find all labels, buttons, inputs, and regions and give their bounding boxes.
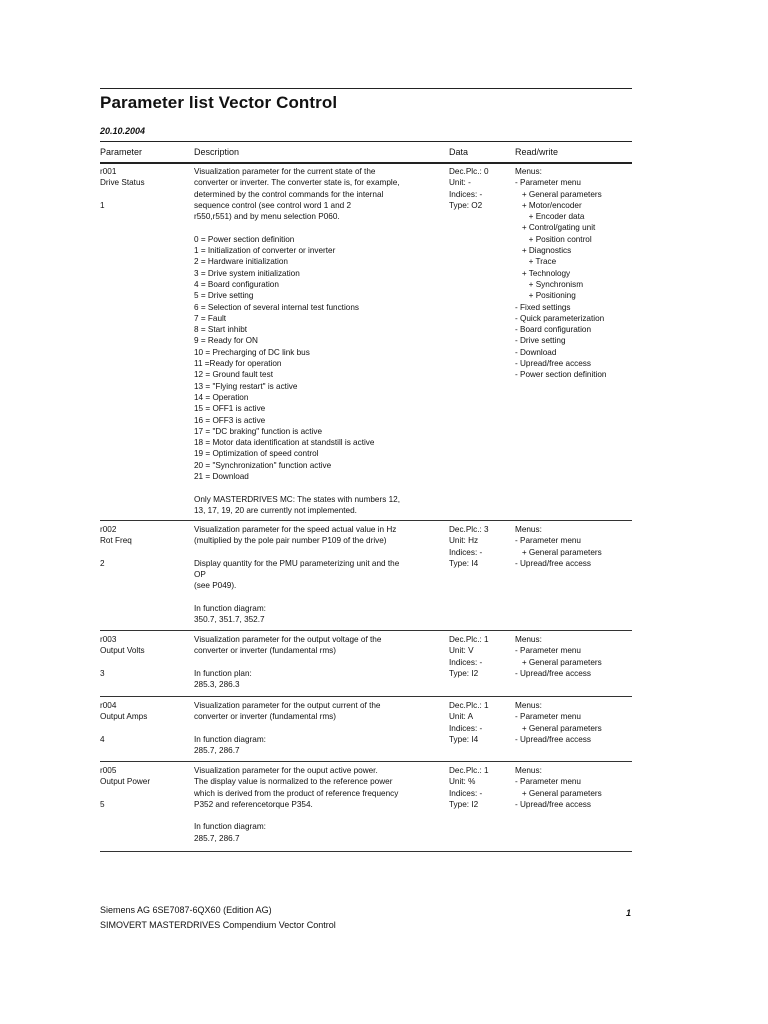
cell-line: Type: O2: [449, 200, 483, 210]
cell-line: Menus:: [515, 167, 542, 176]
cell-line: r001: [100, 167, 117, 176]
cell-param: [100, 765, 150, 810]
cell-line: + Synchronism: [515, 279, 584, 289]
cell-line: 7 = Fault: [194, 313, 227, 323]
row-separator: [100, 761, 632, 762]
cell-line: [194, 482, 400, 493]
cell-line: Output Amps: [100, 712, 148, 722]
cell-line: Visualization parameter for the ouput active power.: [194, 766, 378, 775]
cell-line: 15 = OFF1 is active: [194, 404, 266, 414]
cell-line: - Parameter menu: [515, 646, 581, 656]
cell-line: 11 =Ready for operation: [194, 359, 282, 369]
cell-line: Indices: -: [449, 657, 483, 667]
cell-line: (multiplied by the pole pair number P109 of the drive): [194, 536, 387, 546]
cell-line: + Trace: [515, 257, 557, 267]
cell-line: P352 and referencetorque P354.: [194, 799, 313, 809]
cell-desc: [194, 765, 398, 844]
cell-line: Dec.Plc.: 1: [449, 766, 489, 775]
cell-rw: [515, 765, 602, 810]
row-separator: [100, 630, 632, 631]
cell-line: converter or inverter (fundamental rms): [194, 646, 336, 656]
cell-line: - Upread/free access: [515, 668, 591, 678]
cell-line: Dec.Plc.: 0: [449, 167, 489, 176]
cell-line: [194, 222, 400, 233]
cell-line: + Technology: [515, 268, 571, 278]
cell-line: converter or inverter. The converter state is, for example,: [194, 178, 400, 188]
cell-line: + Control/gating unit: [515, 223, 596, 233]
cell-line: 19 = Optimization of speed control: [194, 449, 319, 459]
cell-line: 9 = Ready for ON: [194, 336, 258, 346]
cell-line: Visualization parameter for the output voltage of the: [194, 635, 382, 644]
cell-line: 285.7, 286.7: [194, 746, 240, 756]
cell-line: - Parameter menu: [515, 777, 581, 787]
cell-line: [100, 189, 145, 200]
cell-line: + General parameters: [515, 723, 602, 733]
cell-line: r550,r551) and by menu selection P060.: [194, 212, 340, 222]
cell-line: - Parameter menu: [515, 178, 581, 188]
title-rule: [100, 88, 632, 89]
cell-line: 18 = Motor data identification at standstill is active: [194, 438, 375, 448]
cell-line: 5: [100, 799, 105, 809]
cell-line: + General parameters: [515, 788, 602, 798]
cell-param: [100, 634, 145, 679]
cell-line: 21 = Download: [194, 472, 249, 482]
cell-line: [194, 547, 399, 558]
cell-line: 3 = Drive system initialization: [194, 268, 300, 278]
row-separator: [100, 696, 632, 697]
cell-line: [194, 723, 380, 734]
cell-line: - Board configuration: [515, 325, 592, 335]
cell-line: Menus:: [515, 525, 542, 534]
cell-line: + General parameters: [515, 657, 602, 667]
cell-line: - Upread/free access: [515, 799, 591, 809]
cell-line: 14 = Operation: [194, 392, 249, 402]
cell-line: OP: [194, 570, 206, 580]
footer-line-1: Siemens AG 6SE7087-6QX60 (Edition AG): [100, 905, 272, 915]
cell-line: 3: [100, 668, 105, 678]
cell-line: r004: [100, 701, 117, 710]
cell-line: 6 = Selection of several internal test functions: [194, 302, 359, 312]
page-title: Parameter list Vector Control: [100, 93, 338, 112]
row-separator: [100, 520, 632, 521]
cell-line: 285.3, 286.3: [194, 680, 240, 690]
cell-line: Menus:: [515, 701, 542, 710]
cell-line: In function diagram:: [194, 822, 266, 832]
cell-line: r005: [100, 766, 117, 775]
page-number: 1: [626, 908, 632, 918]
cell-line: - Upread/free access: [515, 359, 591, 369]
cell-line: Output Volts: [100, 646, 145, 656]
cell-line: - Drive setting: [515, 336, 566, 346]
cell-line: 2 = Hardware initialization: [194, 257, 288, 267]
cell-line: Only MASTERDRIVES MC: The states with numbers 12,: [194, 494, 400, 504]
cell-line: Display quantity for the PMU parameterizing unit and the: [194, 558, 400, 568]
cell-line: + General parameters: [515, 189, 602, 199]
cell-line: In function diagram:: [194, 604, 266, 614]
cell-data: [449, 524, 489, 569]
cell-line: 8 = Start inhibt: [194, 325, 248, 335]
cell-data: [449, 765, 489, 810]
cell-rw: [515, 634, 602, 679]
cell-line: Visualization parameter for the output current of the: [194, 701, 381, 710]
cell-line: [100, 788, 150, 799]
cell-line: Dec.Plc.: 1: [449, 635, 489, 644]
cell-line: Unit: Hz: [449, 536, 479, 546]
cell-line: Dec.Plc.: 1: [449, 701, 489, 710]
cell-line: - Quick parameterization: [515, 313, 605, 323]
cell-param: [100, 700, 147, 745]
cell-line: Menus:: [515, 635, 542, 644]
cell-line: [100, 657, 145, 668]
cell-line: - Parameter menu: [515, 536, 581, 546]
cell-line: 350.7, 351.7, 352.7: [194, 615, 265, 625]
cell-line: [194, 810, 398, 821]
cell-line: 16 = OFF3 is active: [194, 415, 266, 425]
cell-line: + General parameters: [515, 547, 602, 557]
cell-line: + Motor/encoder: [515, 200, 582, 210]
cell-line: Rot Freq: [100, 536, 132, 546]
cell-desc: [194, 166, 400, 516]
cell-param: [100, 524, 132, 569]
header-rule-bottom: [100, 162, 632, 164]
cell-line: Output Power: [100, 777, 151, 787]
cell-line: Type: I4: [449, 558, 479, 568]
cell-line: 2: [100, 558, 105, 568]
cell-line: Indices: -: [449, 547, 483, 557]
cell-data: [449, 634, 489, 679]
cell-line: Type: I4: [449, 734, 479, 744]
cell-line: - Parameter menu: [515, 712, 581, 722]
cell-line: 5 = Drive setting: [194, 291, 254, 301]
cell-line: Indices: -: [449, 788, 483, 798]
cell-line: - Download: [515, 347, 557, 357]
cell-line: 12 = Ground fault test: [194, 370, 273, 380]
cell-line: 4 = Board configuration: [194, 279, 279, 289]
cell-line: Type: I2: [449, 668, 479, 678]
header-description: Description: [194, 147, 240, 157]
cell-line: Indices: -: [449, 189, 483, 199]
cell-line: Menus:: [515, 766, 542, 775]
cell-line: 13, 17, 19, 20 are currently not implemented.: [194, 505, 357, 515]
cell-line: Visualization parameter for the current state of the: [194, 167, 376, 176]
cell-line: Unit: -: [449, 178, 471, 188]
cell-line: 10 = Precharging of DC link bus: [194, 347, 310, 357]
cell-line: sequence control (see control word 1 and 2: [194, 200, 352, 210]
row-separator: [100, 851, 632, 852]
header-parameter: Parameter: [100, 147, 143, 157]
header-data: Data: [449, 147, 469, 157]
cell-desc: [194, 634, 381, 690]
cell-line: - Upread/free access: [515, 734, 591, 744]
cell-line: - Fixed settings: [515, 302, 571, 312]
cell-rw: [515, 700, 602, 745]
cell-line: (see P049).: [194, 581, 237, 591]
cell-line: Unit: V: [449, 646, 474, 656]
cell-line: r003: [100, 635, 117, 644]
cell-line: r002: [100, 525, 117, 534]
cell-data: [449, 166, 489, 211]
cell-desc: [194, 700, 380, 756]
cell-line: 0 = Power section definition: [194, 234, 295, 244]
cell-line: 20 = "Synchronization" function active: [194, 460, 332, 470]
cell-line: determined by the control commands for the internal: [194, 189, 384, 199]
cell-line: Drive Status: [100, 178, 145, 188]
cell-line: + Diagnostics: [515, 246, 572, 256]
cell-line: 1: [100, 200, 105, 210]
cell-rw: [515, 166, 606, 381]
cell-line: 1 = Initialization of converter or inverter: [194, 246, 336, 256]
cell-line: Unit: %: [449, 777, 476, 787]
cell-desc: [194, 524, 399, 626]
cell-line: [194, 657, 381, 668]
cell-line: [100, 547, 132, 558]
cell-line: - Upread/free access: [515, 558, 591, 568]
cell-line: + Position control: [515, 234, 592, 244]
footer-line-2: SIMOVERT MASTERDRIVES Compendium Vector Control: [100, 920, 336, 930]
cell-line: + Positioning: [515, 291, 576, 301]
cell-line: + Encoder data: [515, 212, 585, 222]
cell-line: In function plan:: [194, 668, 252, 678]
cell-line: 285.7, 286.7: [194, 833, 240, 843]
cell-line: which is derived from the product of reference frequency: [194, 788, 399, 798]
cell-line: 4: [100, 734, 105, 744]
header-rule-top: [100, 141, 632, 142]
cell-line: The display value is normalized to the reference power: [194, 777, 393, 787]
cell-line: [194, 592, 399, 603]
cell-line: 17 = "DC braking" function is active: [194, 426, 323, 436]
cell-line: Type: I2: [449, 799, 479, 809]
cell-param: [100, 166, 145, 211]
cell-data: [449, 700, 489, 745]
document-date: 20.10.2004: [100, 126, 146, 136]
cell-rw: [515, 524, 602, 569]
cell-line: Indices: -: [449, 723, 483, 733]
cell-line: converter or inverter (fundamental rms): [194, 712, 336, 722]
cell-line: 13 = "Flying restart" is active: [194, 381, 298, 391]
cell-line: Visualization parameter for the speed actual value in Hz: [194, 525, 397, 534]
table-header: [100, 147, 632, 159]
cell-line: Dec.Plc.: 3: [449, 525, 489, 534]
cell-line: [100, 723, 147, 734]
cell-line: Unit: A: [449, 712, 474, 722]
cell-line: In function diagram:: [194, 734, 266, 744]
header-readwrite: Read/write: [515, 147, 559, 157]
cell-line: - Power section definition: [515, 370, 607, 380]
